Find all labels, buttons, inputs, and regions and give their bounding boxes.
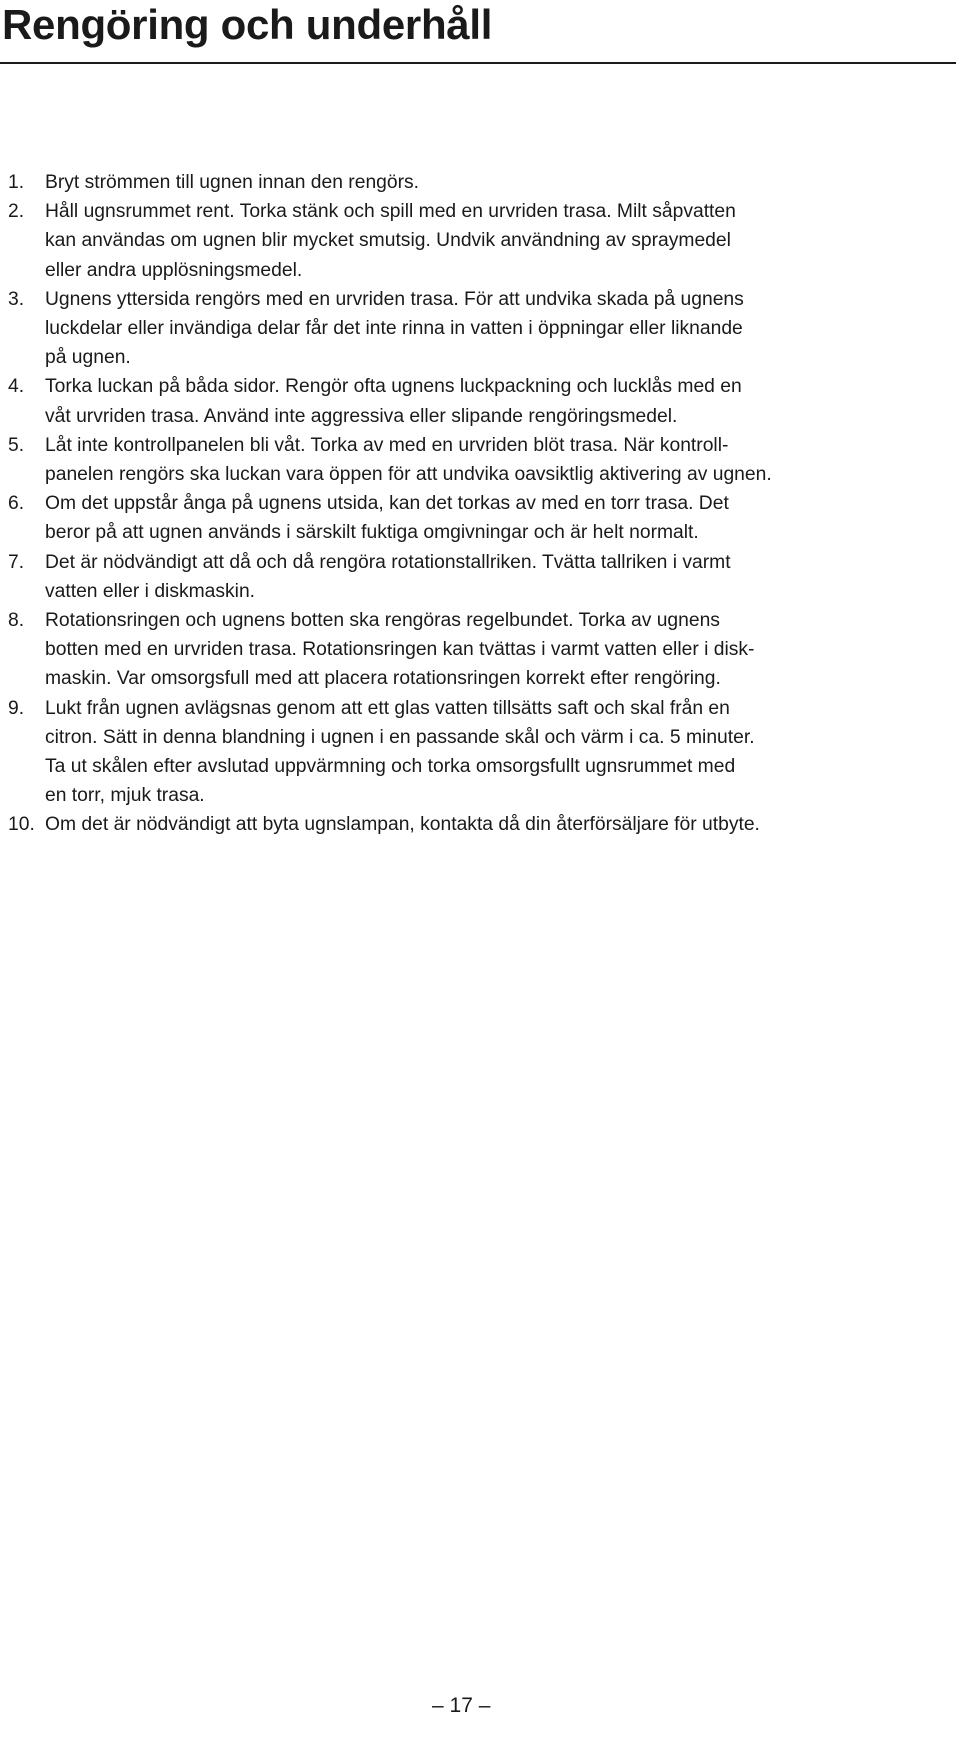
page-number: – 17 – [432,1694,491,1717]
step-text-line: vatten eller i diskmaskin. [45,580,256,602]
step-number: 8. [8,610,25,632]
step-number: 9. [8,697,25,719]
step-1 [0,168,960,197]
step-text-line: luckdelar eller invändiga delar får det inte rinna in vatten i öppningar eller liknande [45,318,743,340]
title-divider [0,62,956,64]
step-4 [0,372,960,430]
step-number: 6. [8,493,25,515]
step-text-line: Låt inte kontrollpanelen bli våt. Torka av med en urvriden blöt trasa. När kontroll- [45,434,729,456]
step-number: 3. [8,288,25,310]
step-number: 7. [8,551,25,573]
step-3 [0,285,960,373]
step-2 [0,197,960,285]
step-number: 4. [8,376,25,398]
step-text-line: en torr, mjuk trasa. [45,785,205,807]
step-text-line: våt urvriden trasa. Använd inte aggressiva eller slipande rengöringsmedel. [45,405,678,427]
step-6 [0,489,960,547]
step-text-line: Rotationsringen och ugnens botten ska rengöras regelbundet. Torka av ugnens [45,610,720,632]
step-text-line: citron. Sätt in denna blandning i ugnen i en passande skål och värm i ca. 5 minuter. [45,726,755,748]
step-text-line: kan användas om ugnen blir mycket smutsig. Undvik användning av spraymedel [45,230,731,252]
step-text-line: Om det uppstår ånga på ugnens utsida, kan det torkas av med en torr trasa. Det [45,493,729,515]
step-number: 10. [8,814,35,836]
step-text-line: maskin. Var omsorgsfull med att placera rotationsringen korrekt efter rengöring. [45,668,721,690]
step-5 [0,431,960,489]
step-10 [0,810,960,839]
step-number: 2. [8,201,25,223]
step-9 [0,694,960,811]
step-text-line: botten med en urvriden trasa. Rotationsringen kan tvättas i varmt vatten eller i disk- [45,639,755,661]
step-text-line: panelen rengörs ska luckan vara öppen för att undvika oavsiktlig aktivering av ugnen. [45,464,772,486]
step-text-line: Ta ut skålen efter avslutad uppvärmning och torka omsorgsfullt ugnsrummet med [45,756,736,778]
step-text-line: beror på att ugnen används i särskilt fuktiga omgivningar och är helt normalt. [45,522,699,544]
step-text-line: Det är nödvändigt att då och då rengöra rotationstallriken. Tvätta tallriken i varmt [45,551,731,573]
page-title: Rengöring och underhåll [2,1,493,48]
step-text-line: eller andra upplösningsmedel. [45,259,303,281]
step-text-line: Torka luckan på båda sidor. Rengör ofta ugnens luckpackning och lucklås med en [45,376,742,398]
step-number: 5. [8,434,25,456]
cleaning-steps-list [0,168,960,840]
step-8 [0,606,960,694]
step-text-line: på ugnen. [45,347,131,369]
step-text-line: Bryt strömmen till ugnen innan den rengörs. [45,172,420,193]
step-text-line: Håll ugnsrummet rent. Torka stänk och spill med en urvriden trasa. Milt såpvatten [45,201,736,223]
step-text-line: Ugnens yttersida rengörs med en urvriden trasa. För att undvika skada på ugnens [45,288,744,310]
step-7 [0,548,960,606]
step-text-line: Om det är nödvändigt att byta ugnslampan, kontakta då din återförsäljare för utbyte. [45,814,760,836]
step-number: 1. [8,172,25,193]
step-text-line: Lukt från ugnen avlägsnas genom att ett glas vatten tillsätts saft och skal från en [45,697,730,719]
